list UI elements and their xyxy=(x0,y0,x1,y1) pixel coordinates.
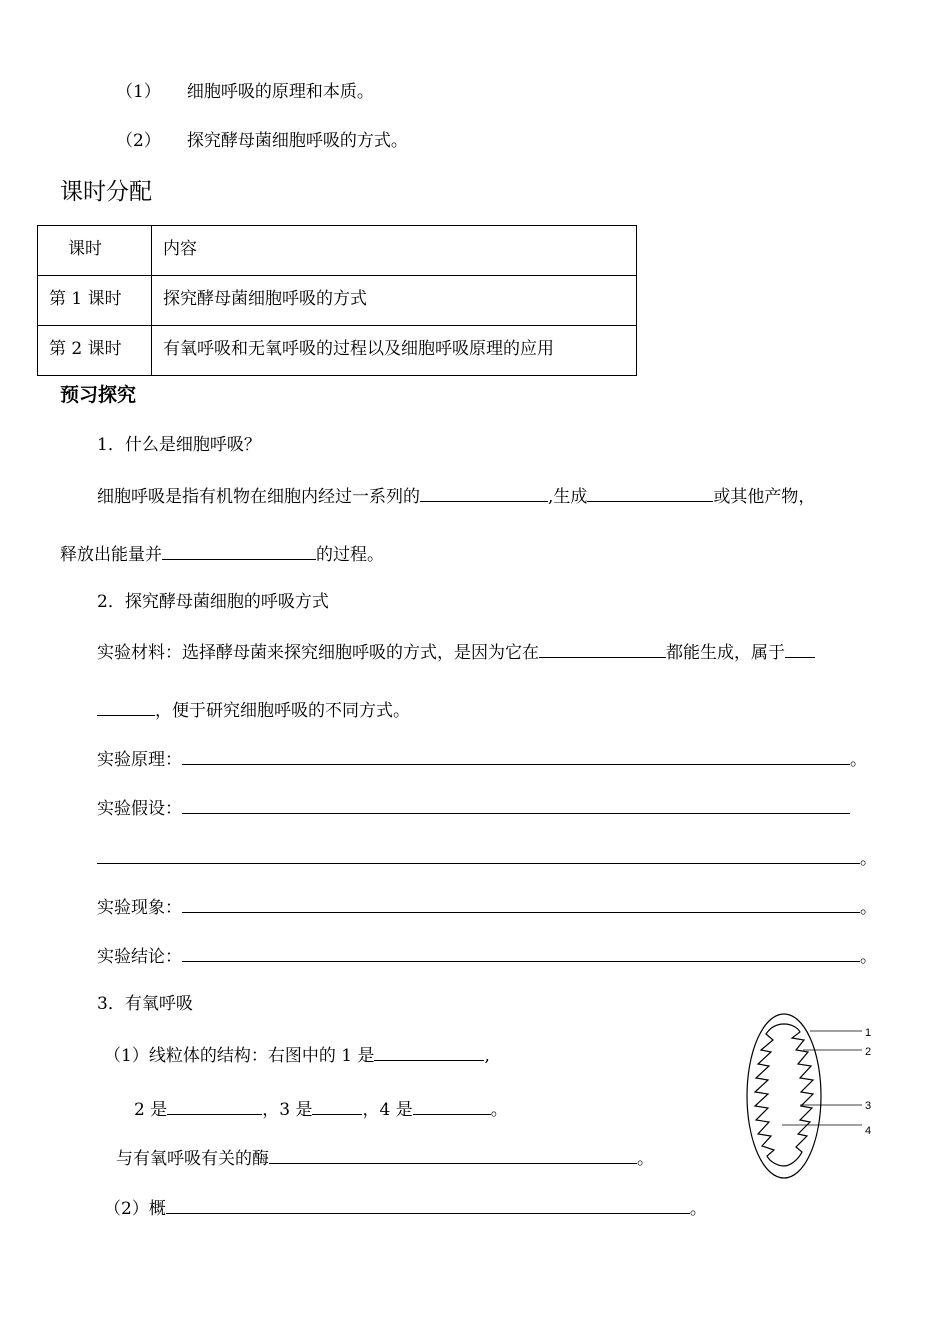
fill-blank[interactable] xyxy=(167,1097,262,1115)
q2-text: 。 xyxy=(860,849,877,869)
q3-text: 。 xyxy=(490,1100,508,1120)
fill-blank[interactable] xyxy=(413,1097,491,1115)
schedule-title: 课时分配 xyxy=(60,179,152,205)
fill-blank[interactable] xyxy=(420,484,548,502)
cell-period: 第 2 课时 xyxy=(38,326,152,376)
schedule-table xyxy=(37,225,637,376)
objective-number: （2） xyxy=(116,131,161,151)
fill-blank[interactable] xyxy=(539,640,666,658)
q3-text: 与有氧呼吸有关的酶 xyxy=(116,1149,269,1169)
q2-text: 。 xyxy=(860,898,877,918)
q2-label: 实验假设： xyxy=(97,799,182,819)
q2-label: 实验原理： xyxy=(97,750,182,770)
fill-blank[interactable] xyxy=(182,796,850,814)
fill-blank[interactable] xyxy=(269,1146,637,1164)
q3-text: （2）概 xyxy=(104,1199,166,1219)
q3-heading: 3．有氧呼吸 xyxy=(97,994,193,1014)
q1-text: 或其他产物， xyxy=(713,487,816,507)
mitochondrion-diagram xyxy=(740,1010,890,1185)
q3-structure xyxy=(104,1043,490,1067)
fill-blank[interactable] xyxy=(312,1097,362,1115)
objective-2 xyxy=(116,130,408,152)
q1-text: 细胞呼吸是指有机物在细胞内经过一系列的 xyxy=(97,487,420,507)
q3-text: （1）线粒体的结构：右图中的 1 是 xyxy=(104,1046,375,1066)
fill-blank[interactable] xyxy=(166,1196,690,1214)
q2-text: 。 xyxy=(860,947,877,967)
fill-blank[interactable] xyxy=(162,542,316,560)
fill-blank[interactable] xyxy=(587,484,713,502)
preview-title: 预习探究 xyxy=(60,384,137,406)
objective-1 xyxy=(116,81,374,103)
q2-hypothesis-cont xyxy=(97,846,877,870)
q3-enzyme xyxy=(116,1146,654,1170)
header-period: 课时 xyxy=(38,226,152,276)
q3-text: ，4 是 xyxy=(362,1100,413,1120)
q3-concept xyxy=(104,1196,707,1220)
table-row xyxy=(38,276,637,326)
outer-membrane xyxy=(747,1014,821,1178)
fill-blank[interactable] xyxy=(97,846,860,864)
q2-text: 。 xyxy=(850,750,867,770)
cell-content: 有氧呼吸和无氧呼吸的过程以及细胞呼吸原理的应用 xyxy=(152,326,637,376)
figure-label-4: 4 xyxy=(865,1125,872,1137)
objective-text: 细胞呼吸的原理和本质。 xyxy=(186,82,374,102)
q2-material xyxy=(97,640,815,664)
q2-text: ，便于研究细胞呼吸的不同方式。 xyxy=(155,701,410,721)
cell-content: 探究酵母菌细胞呼吸的方式 xyxy=(152,276,637,326)
figure-label-2: 2 xyxy=(865,1046,872,1058)
header-content: 内容 xyxy=(152,226,637,276)
q2-text: 实验材料：选择酵母菌来探究细胞呼吸的方式，是因为它在 xyxy=(97,643,539,663)
q2-principle xyxy=(97,747,867,771)
q3-structure-cont xyxy=(134,1097,508,1121)
q2-phenomenon xyxy=(97,895,877,919)
q2-hypothesis xyxy=(97,796,850,820)
fill-blank[interactable] xyxy=(374,1043,484,1061)
q3-text: 。 xyxy=(689,1199,707,1219)
q1-text: ,生成 xyxy=(548,487,588,507)
inner-membrane xyxy=(755,1024,813,1166)
q2-conclusion xyxy=(97,944,877,968)
q2-label: 实验结论： xyxy=(97,947,182,967)
q3-text: 。 xyxy=(637,1149,654,1169)
q1-text: 释放出能量并 xyxy=(60,545,162,565)
q3-text: ，3 是 xyxy=(262,1100,313,1120)
q2-heading: 2．探究酵母菌细胞的呼吸方式 xyxy=(97,592,329,612)
fill-blank[interactable] xyxy=(182,747,850,765)
fill-blank[interactable] xyxy=(182,944,860,962)
fill-blank[interactable] xyxy=(97,698,155,716)
fill-blank[interactable] xyxy=(785,640,815,658)
q1-text: 的过程。 xyxy=(316,545,384,565)
figure-label-3: 3 xyxy=(865,1100,872,1112)
q1-line2 xyxy=(60,542,384,566)
objective-number: （1） xyxy=(116,82,161,102)
table-header-row xyxy=(38,226,637,276)
q2-material-cont xyxy=(97,698,410,722)
figure-label-1: 1 xyxy=(865,1027,872,1039)
q1-line1 xyxy=(97,484,815,508)
q3-text: 2 是 xyxy=(134,1100,168,1120)
objective-text: 探究酵母菌细胞呼吸的方式。 xyxy=(186,131,408,151)
fill-blank[interactable] xyxy=(182,895,860,913)
cell-period: 第 1 课时 xyxy=(38,276,152,326)
q1-heading: 1．什么是细胞呼吸？ xyxy=(97,435,261,455)
table-row xyxy=(38,326,637,376)
q3-text: , xyxy=(484,1046,490,1066)
q2-text: 都能生成，属于 xyxy=(666,643,785,663)
q2-label: 实验现象： xyxy=(97,898,182,918)
